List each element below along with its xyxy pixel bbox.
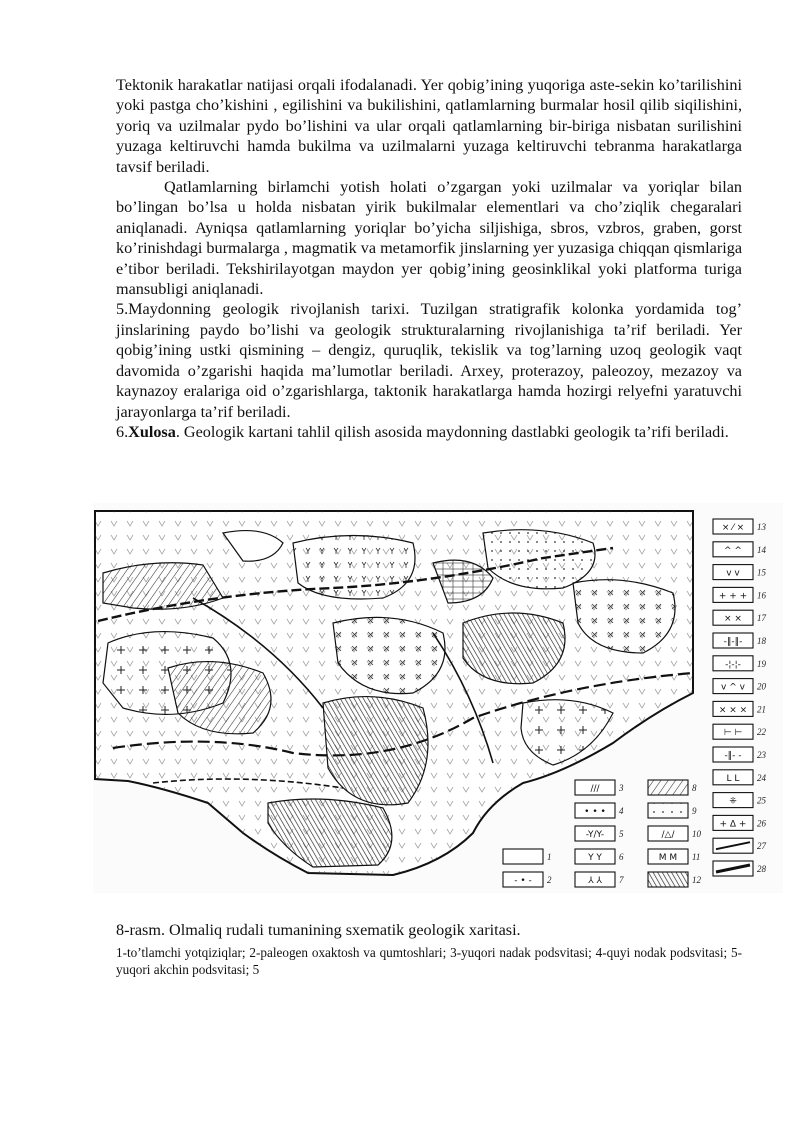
legend-number: 23 <box>757 750 766 760</box>
legend-number: 24 <box>757 772 766 783</box>
paragraph-4 <box>116 422 742 442</box>
legend-number: 25 <box>757 795 766 806</box>
right-legend-item-28 <box>713 861 767 876</box>
legend-swatch <box>503 849 543 864</box>
legend-symbol: ∕∕∕ <box>590 784 600 794</box>
bottom-legend-item-4 <box>575 803 624 818</box>
legend-number: 15 <box>757 567 766 578</box>
legend-swatch <box>648 780 688 795</box>
right-legend-item-22 <box>713 724 767 739</box>
legend-symbol: L L <box>726 773 740 784</box>
legend-symbol: ⊢ ⊢ <box>723 728 743 739</box>
legend-number: 26 <box>757 818 766 829</box>
legend-symbol: ⅄ ⅄ <box>588 876 602 886</box>
legend-symbol: -Y/Y- <box>585 830 605 840</box>
legend-symbol: + + + <box>718 591 748 602</box>
bottom-legend-item-10 <box>648 826 702 841</box>
legend-number: 2 <box>547 875 552 885</box>
legend-swatch <box>648 872 688 887</box>
map-area <box>95 511 693 875</box>
legend-number: 22 <box>757 727 766 738</box>
legend-number: 19 <box>757 658 766 669</box>
paragraph-3: 5.Maydonning geologik rivojlanish tarixi. Tuzilgan stratigrafik kolonka yordamida tog’ jinslarining paydo bo’lishi va geologik strukturalarning rivojlanishiga ta’rif beriladi. Yer qobig’ining ustki qismining – dengiz, quruqlik, tekislik va tog’larning uzoq geologik vaqt davomida o’zgarishi haqida ma’lumotlar beriladi. Arxey, proterazoy, paleozoy, mezazoy va kaynazoy eralariga oid o’zgarishlarga, taktonik harakatlarga hamda hozirgi relyefni yaratuvchi jarayonlarga ta’rif beriladi. <box>116 300 742 421</box>
legend-symbol: • • • <box>584 807 606 817</box>
legend-symbol: × ⁄ × <box>721 523 745 533</box>
legend-symbol: Y Y <box>588 853 602 863</box>
paragraph-1: Tektonik harakatlar natijasi orqali ifodalanadi. Yer qobig’ining yuqoriga aste-sekin ko’tarilishini yoki pastga cho’kishini , egilishini va bukilishini, qatlamlarning burmalar hosil qilib siqilishini, yoriq va uzilmalar pydo bo’lishini va ular orqali qatlamlarning bir-biriga nisbatan surilishini yuzaga keltiruvchi hamda bukilma va uzilmalarni yuzaga keltiruvchi tebranma harakatlarga tavsif beriladi. <box>116 76 742 176</box>
bottom-legend-item-5 <box>575 826 624 841</box>
bottom-legend <box>503 780 702 887</box>
body-text <box>116 75 742 442</box>
legend-number: 16 <box>757 590 766 601</box>
legend-symbol: -‖-‖- <box>723 637 743 647</box>
legend-number: 13 <box>757 522 766 532</box>
legend-symbol: ⁜ <box>729 796 737 807</box>
legend-symbol: ^ ^ <box>724 545 742 556</box>
legend-number: 5 <box>619 829 624 839</box>
right-legend-item-26 <box>713 815 767 830</box>
geological-map-figure <box>93 503 783 893</box>
legend-number: 10 <box>692 829 701 839</box>
legend-symbol: - • - <box>514 876 532 886</box>
legend-number: 28 <box>757 864 766 874</box>
legend-swatch <box>648 803 688 818</box>
legend-symbol: -¦-¦- <box>725 659 741 670</box>
bottom-legend-item-11 <box>648 849 700 864</box>
bottom-legend-item-2 <box>503 872 552 887</box>
legend-symbol: × × × <box>718 705 748 716</box>
geological-map <box>93 503 783 893</box>
right-legend-item-15 <box>713 565 767 580</box>
legend-symbol: v ^ v <box>721 682 745 693</box>
right-legend-item-19 <box>713 656 767 671</box>
right-legend-item-24 <box>713 770 767 785</box>
legend-number: 8 <box>692 783 697 793</box>
right-legend-item-21 <box>713 701 766 716</box>
right-legend-item-18 <box>713 633 767 648</box>
right-legend-item-16 <box>713 587 767 602</box>
legend-number: 20 <box>757 681 766 692</box>
paragraph-4-text: . Geologik kartani tahlil qilish asosida maydonning dastlabki geologik ta’rifi beriladi. <box>175 422 729 441</box>
bottom-legend-item-12 <box>648 872 702 887</box>
legend-number: 14 <box>757 544 766 555</box>
legend-number: 11 <box>692 852 701 862</box>
legend-number: 12 <box>692 875 701 885</box>
bottom-legend-item-6 <box>575 849 624 864</box>
right-legend-item-23 <box>713 747 767 762</box>
legend-symbol: × × <box>724 614 742 625</box>
right-legend-item-13 <box>713 519 767 534</box>
bottom-legend-item-3 <box>575 780 624 795</box>
legend-number: 1 <box>547 852 552 862</box>
legend-number: 4 <box>619 806 624 816</box>
paragraph-4-number: 6. <box>116 422 129 441</box>
paragraph-2: Qatlamlarning birlamchi yotish holati o’zgargan yoki uzilmalar va yoriqlar bilan bo’lingan bo’lsa u holda nisbatan yirik bukilmalar elementlari va cho’ziqlik chegaralari aniqlanadi. Ayniqsa qatlamlarning yoriqlar bo’yicha siljishiga, sbros, vzbros, graben, gorst ko’rinishdagi burmalarga , magmatik va metamorfik jinslarning yer yuzasiga chiqqan qismlariga e’tibor beriladi. Tekshirilayotgan maydon yer qobig’ining geosinklikal yoki platforma turiga mansubligi aniqlanadi. <box>116 178 742 299</box>
legend-number: 18 <box>757 636 766 646</box>
right-legend-item-20 <box>713 679 767 694</box>
right-legend <box>713 519 767 876</box>
legend-symbol: M M <box>658 853 678 863</box>
figure-caption: 8-rasm. Olmaliq rudali tumanining sxematik geologik xaritasi. <box>116 921 521 939</box>
legend-description: 1-to’tlamchi yotqiziqlar; 2-paleogen oxaktosh va qumtoshlari; 3-yuqori nadak podsvitasi; 4-quyi nodak podsvitasi; 5-yuqori akchin podsvitasi; 5 <box>116 945 742 977</box>
right-legend-item-14 <box>713 542 767 557</box>
legend-number: 3 <box>619 783 624 793</box>
right-legend-item-17 <box>713 610 767 625</box>
conclusion-heading: Xulosa <box>128 422 176 441</box>
legend-number: 21 <box>757 704 766 715</box>
bottom-legend-item-7 <box>575 872 624 887</box>
bottom-legend-item-8 <box>648 780 697 795</box>
right-legend-item-27 <box>713 838 767 853</box>
legend-number: 6 <box>619 852 624 862</box>
bottom-legend-item-1 <box>503 849 552 864</box>
right-legend-item-25 <box>713 793 767 808</box>
legend-number: 7 <box>619 875 624 885</box>
legend-number: 9 <box>692 806 697 816</box>
bottom-legend-item-9 <box>648 803 697 818</box>
legend-symbol: ∕△∕ <box>661 830 675 840</box>
legend-number: 27 <box>757 841 766 852</box>
legend-symbol: + Δ + <box>719 819 747 830</box>
legend-number: 17 <box>757 613 766 624</box>
legend-symbol: -‖- - <box>724 751 742 761</box>
legend-symbol: v v <box>726 568 740 579</box>
